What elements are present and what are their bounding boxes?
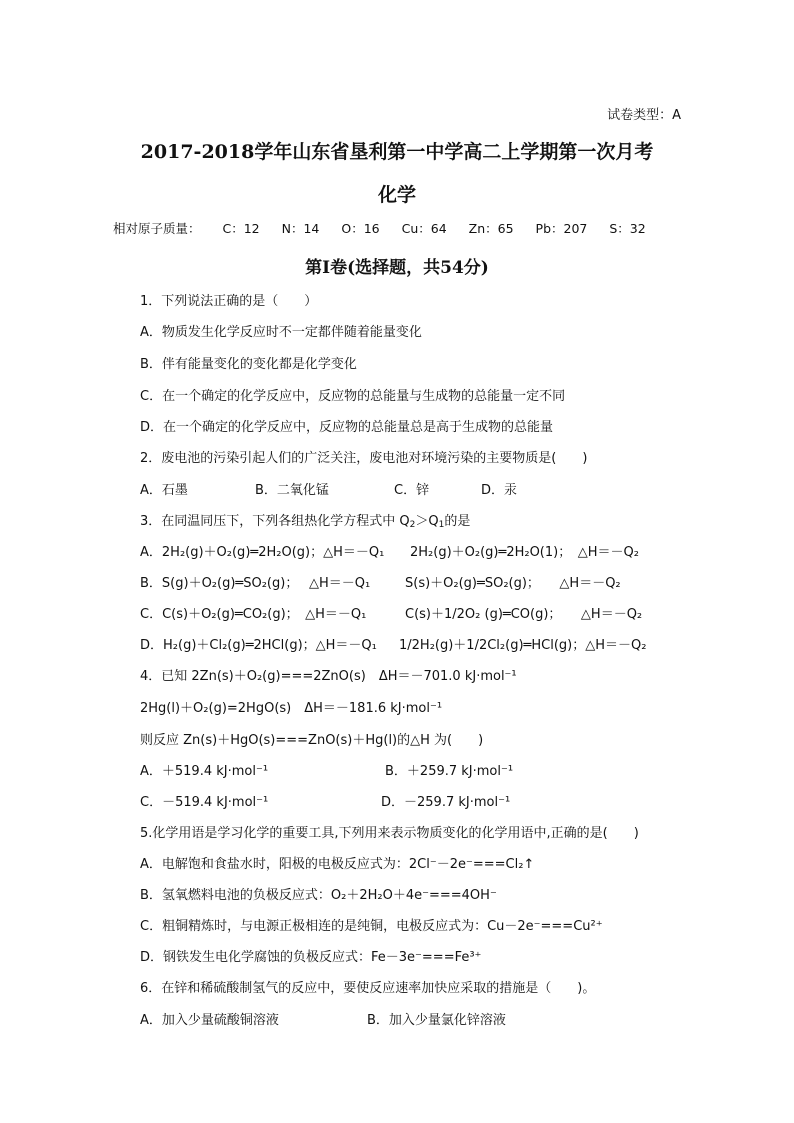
q2-stem: 2．废电池的污染引起人们的广泛关注，废电池对环境污染的主要物质是( ) — [140, 451, 588, 466]
mass-o: O：16 — [341, 221, 380, 236]
q3-stem-part: 3．在同温同压下，下列各组热化学方程式中 Q — [140, 514, 410, 529]
section-title: 第Ⅰ卷(选择题，共54分) — [305, 258, 489, 278]
q3-option-a-right: 2H₂(g)＋O₂(g)═2H₂O(1)； △H＝－Q₂ — [410, 545, 639, 560]
q5-option-a: A．电解饱和食盐水时，阳极的电极反应式为：2Cl⁻－2e⁻===Cl₂↑ — [140, 857, 535, 872]
q5-option-d: D．钢铁发生电化学腐蚀的负极反应式：Fe－3e⁻===Fe³⁺ — [140, 950, 482, 965]
mass-pb: Pb：207 — [535, 221, 588, 236]
q4-option-d: D．－259.7 kJ·mol⁻¹ — [381, 795, 511, 810]
q2-option-d: D．汞 — [481, 483, 518, 498]
q4-option-a: A．＋519.4 kJ·mol⁻¹ — [140, 764, 269, 779]
q4-option-c: C．－519.4 kJ·mol⁻¹ — [140, 795, 269, 810]
mass-zn: Zn：65 — [468, 221, 514, 236]
mass-n: N：14 — [281, 221, 320, 236]
q3-option-b-right: S(s)＋O₂(g)═SO₂(g)； △H＝－Q₂ — [405, 576, 621, 591]
q1-option-d: D．在一个确定的化学反应中，反应物的总能量总是高于生成物的总能量 — [140, 420, 554, 435]
mass-cu: Cu：64 — [401, 221, 447, 236]
q5-option-b: B．氢氧燃料电池的负极反应式：O₂＋2H₂O＋4e⁻===4OH⁻ — [140, 888, 497, 903]
q1-option-a: A．物质发生化学反应时不一定都伴随着能量变化 — [140, 325, 422, 340]
q1-option-b: B．伴有能量变化的变化都是化学变化 — [140, 357, 357, 372]
q3-stem-part: 的是 — [444, 514, 471, 529]
q2-option-b: B．二氧化锰 — [255, 483, 329, 498]
q3-option-c-right: C(s)＋1/2O₂ (g)═CO(g)； △H＝－Q₂ — [405, 607, 643, 622]
paper-type: 试卷类型：A — [607, 108, 681, 123]
q6-stem: 6．在锌和稀硫酸制氢气的反应中，要使反应速率加快应采取的措施是（ )。 — [140, 981, 596, 996]
atomic-masses — [113, 219, 646, 237]
mass-c: C：12 — [222, 221, 260, 236]
q6-option-a: A．加入少量硫酸铜溶液 — [140, 1013, 279, 1028]
q3-option-a-left: A．2H₂(g)＋O₂(g)═2H₂O(g)；△H＝－Q₁ — [140, 545, 385, 560]
q3-stem-part: ＞Q — [415, 514, 439, 529]
q3-option-c-left: C．C(s)＋O₂(g)═CO₂(g)； △H＝－Q₁ — [140, 607, 367, 622]
q3-option-b-left: B．S(g)＋O₂(g)═SO₂(g)； △H＝－Q₁ — [140, 576, 371, 591]
subject-title: 化学 — [377, 184, 416, 206]
q3-sub-2: 2 — [409, 520, 416, 530]
q4-stem: 4．已知 2Zn(s)＋O₂(g)===2ZnO(s) ΔH＝－701.0 kJ·mol⁻¹ — [140, 669, 517, 684]
q6-option-b: B．加入少量氯化锌溶液 — [367, 1013, 506, 1028]
q1-stem: 1．下列说法正确的是（ ） — [140, 294, 318, 309]
q1-option-c: C．在一个确定的化学反应中，反应物的总能量与生成物的总能量一定不同 — [140, 389, 566, 404]
mass-s: S：32 — [609, 221, 646, 236]
q3-stem — [140, 510, 470, 529]
q4-ask: 则反应 Zn(s)＋HgO(s)===ZnO(s)＋Hg(l)的△H 为( ) — [140, 733, 484, 748]
exam-title: 2017-2018学年山东省垦利第一中学高二上学期第一次月考 — [140, 141, 654, 163]
masses-label: 相对原子质量： — [113, 221, 201, 236]
q4-equation-2: 2Hg(l)＋O₂(g)=2HgO(s) ΔH＝－181.6 kJ·mol⁻¹ — [140, 701, 443, 716]
q2-option-a: A．石墨 — [140, 483, 188, 498]
q5-option-c: C．粗铜精炼时，与电源正极相连的是纯铜，电极反应式为：Cu－2e⁻===Cu²⁺ — [140, 919, 603, 934]
q2-option-c: C．锌 — [394, 483, 430, 498]
q4-option-b: B．＋259.7 kJ·mol⁻¹ — [385, 764, 514, 779]
q3-option-d-left: D．H₂(g)＋Cl₂(g)═2HCl(g)；△H＝－Q₁ — [140, 638, 377, 653]
q3-sub-1: 1 — [438, 520, 445, 530]
q3-option-d-right: 1/2H₂(g)＋1/2Cl₂(g)═HCl(g)；△H＝－Q₂ — [399, 638, 647, 653]
q5-stem: 5.化学用语是学习化学的重要工具,下列用来表示物质变化的化学用语中,正确的是( ) — [140, 826, 639, 841]
